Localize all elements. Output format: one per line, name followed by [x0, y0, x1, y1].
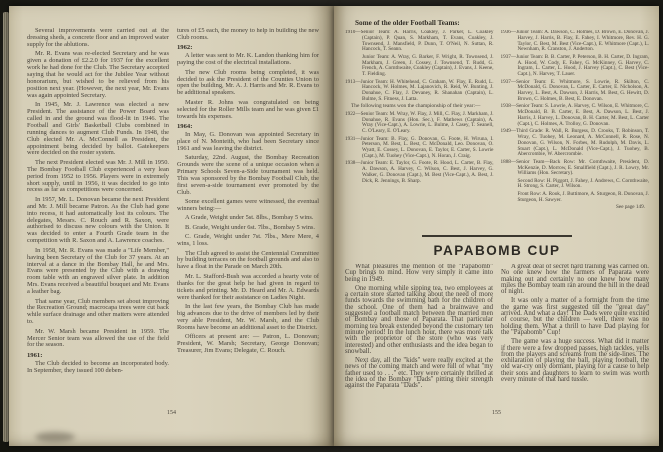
paragraph-officers: Officers at present are: — Patron, L. Donovan; President, W. Marsh; Secretary, George Donovan; Treasurer, Jim Evans; Delegate, C. Rouch. — [177, 333, 319, 354]
papabomb-cup-heading: PAPABOMB CUP — [433, 243, 561, 258]
paragraph-1957-donovan: In 1957, Mr. L. Donovan became the next President and Mr. J. Mill became Patron. As the Club had gone into recess, it had automatically lost its colours. The delegates, Messrs. C. Rouch and R. Saxon, were authorised to discuss new colours with the Union. It was decided to enter a Fourth Grade team in the competition with R. Saxon and A. Lawrence coaches. — [27, 195, 169, 245]
page-number-left: 154 — [167, 410, 176, 416]
paragraph-centennial: The Club agreed to assist the Centennial Committee by building terraces on the football grounds and also to have a float in the Parade on March 20th. — [177, 249, 319, 271]
paragraph-morning-tea: One morning while sipping tea, two employees at a certain store started talking about the need of more funds towards the swimming bath for the children of the school. One of them had a brainwave and suggested a football match between the married men of Bombay and those of Paparata. That particular morning tea break extended beyond the customary ten minute period! In the lunch hour, there was more talk with the proprietor of the store (who was very interested) and other enthusiasts and the idea began to snowball. — [345, 284, 493, 355]
paragraph-papabomb-intro: What pleasures the mention of the "Papabomb" Cup brings to mind. How very simply it came into being in 1949. — [345, 264, 493, 283]
teams-column-2 — [501, 30, 650, 228]
team-entry-1937-senior: 1937—Senior Team: E. Whitmore, S. Lowrie, R. Skilton, C. McDonald, G. Donovan, L. Carter, E. Carter, E. Nicholson, A. Harvey, L. Best, A. Dawson, J. Harris, M. Best, G. Hewitt, D. Brown, C. Holmes, B. Best, E. Donovan. — [500, 78, 649, 102]
teams-section-heading: Some of the older Football Teams: — [355, 19, 460, 27]
paragraph-secret-training: A great deal of secret hard training was carried on. No one knew how the farmers of Paparata were making out and certainly no one knew how many miles the Bombay team ran around the hill in the dead of night. — [501, 264, 649, 296]
team-entry-1938-senior: 1938—Senior Team: S. Lowrie, A. Harvey, C. Wilson, E. Whitmore, C. McDonald, B. B. Carter, E. Best, A. Dawson, L. Best, J. Harris, J. Harvey, L. Donovan, B. H. Carter, M. Best, L. Carter (Capt.), C. Holmes, A. Trolloy, G. Donovan. — [500, 103, 649, 127]
paragraph-landon-letter: A letter was sent to Mr. K. Landon thanking him for paying the cost of the electrical installations. — [177, 52, 319, 67]
teams-column-1 — [345, 30, 494, 228]
section-divider-rule — [422, 235, 572, 237]
shadow-blot — [35, 432, 75, 442]
paragraph-1958-life-member: In 1958, Mr. R. Evans was made a "Life Member," having been Secretary of the Club for 37 years. At an interval at a dance in the Bombay Hall, he and Mrs. Evans were presented by the Club with a drawing room table with an engraved silver plate. In addition Mrs. Evans received a beautiful bouquet and Mr. Evans a leather bag. — [27, 246, 169, 296]
paragraph-c-grade: C. Grade, Weight under 7st. 7lbs., Mere Mere, 4 wins, 1 loss. — [177, 233, 319, 248]
paragraph-improvements: Several improvements were carried out at the dressing sheds, a concrete floor and an improved water supply for the ablutions. — [27, 28, 169, 48]
paragraph-incorporated: The Club decided to become an incorporated body. In September, they issued 100 deben- — [27, 359, 169, 374]
paragraph-great-day: It was only a matter of a fortnight from the time the game was first suggested till the "great day" arrived. And what a day! The Dads were quite excited of course, but the children — well, there was no holding them. What a thrill to have Dad playing for the "Papabomb" Cup! — [501, 297, 649, 336]
team-entry-1910-junior: Junior Team: A. Wray, G. Barker, F. Wright, R. Townsend, J. Markham, J. Green, J. Cossey, J. Townsend, T. Rudd, G. French, A. Cornthwaite, Coakley (Captain), J. Evans, J. Keene, T. Fielding. — [362, 53, 494, 78]
paragraph-b-grade: B. Grade, Weight under 6st. 7lbs., Bombay 5 wins. — [185, 223, 316, 231]
paragraph-club-advances: In the last few years, the Bombay Club has made big advances due to the drive of members led by their very able President, Mr. W. Marsh, and the Club Rooms have become an additional asset to the District. — [177, 302, 319, 331]
papabomb-column-1 — [345, 264, 493, 412]
paragraph-1950-mill: The next President elected was Mr. J. Mill in 1950. The Bombay Football Club experienced a very lean period from 1952 to 1956. Players were in extremely short supply, until in 1956, it was decided to go into recess as far as competitions were concerned. — [27, 158, 169, 194]
left-page-column-2 — [177, 28, 319, 406]
papabomb-column-2 — [501, 264, 649, 412]
team-entry-1931-junior: 1931—Junior Team: B. Flay, G. Donovan, G. Foote, H. Wiruna, I. Peterson, M. Best, L. Best, C. McDonald, Leo. Donovan, O. Wyatt, E. Cossey, L. Donovan, E. Taylor, E. Carter, S. Lowrie (Capt.), M. Tuohey (Vice-Capt.), N. Horan, J. Craig. — [345, 135, 494, 159]
team-entry-1937-junior: 1937—Junior Team: B. B. Carter, P. Peterson, B. H. Carter, D. Ingram, A. Hood, W. Cody, E. Fahey, G. McKinney, G. Harvey, C. Ingram, L. Carter, L. Hood, J. Harvey (Capt.), C. Best (Vice-Capt.), N. Harvey, T. Lauer. — [500, 53, 649, 78]
paragraph-roller-mills: Master R. Johns was congratulated on being selected for the Roller Mills team and he was given £1 towards his expenses. — [177, 98, 319, 120]
paragraph-kids-excited: Next day, all the "kids" were really excited at the news of the coming match and were full of what "my father used to . . ." etc. They were certainly thrilled at the idea of the Bombay "Dads" pitting their strength against the Paparata "Dads". — [345, 357, 493, 390]
team-entry-1949-third-grade: 1949—Third Grade: R. Wall, R. Burgess, D. Crooks, T. Robinson, T. Wray, C. Tuohey, M. Leonard, A. McConnell, R. Rose, N. Donovan, G. Wilson, N. Forbes, M. Rudolph, M. Davis, L. Stuart (Capt.), L. McDonald (Vice-Capt.), J. Tuohey, B. Abercrombie, W. Abercrombie. — [500, 128, 649, 158]
paragraph-1959-marsh: Mr. W. Marsh became President in 1959. The Mercer Senior team was allowed the use of the field for the season. — [27, 327, 169, 349]
right-page — [334, 6, 659, 446]
team-entry-1910-senior: 1910—Senior Team: A. Harris, Coakley, J. Parker, L. Coakley (Captain), P. Quan, S. Markham, T. Evans, Coakley, J. Townsend, J. Mansfield, P. Dunn, T. O'Neil, N. Suttan, R. Hancock, T. Seann. — [345, 30, 494, 53]
team-entry-1922-senior: 1922—Senior Team: M. Wray, W. Flay, J. Mill, C. Flay, J. Markham, J. Donahue, R. Evans (Hon. Sec.), F. Mathews (Captain), A. Wray (Vice-Capt.), A. Lowrie, L. Bulme, J. Casey, T. Seanell, C. O'Leary, E. O'Leary. — [345, 110, 494, 135]
team-entry-1888-front-row: Front Row: A. Rook, J. Buttimore, A. Sturgeon, R. Donovan, J. Sturgeon, H. Sawyer. — [517, 190, 649, 203]
team-entry-1888-back-row: 1888—Senior Team—Back Row: Mr. Cornthwaite, President, D. McKenzie, D. Morrow, E. Smallfield (Capt.), J. R. Lowry, Mr. Williams (Hon. Secretary). — [500, 158, 649, 177]
papabomb-columns — [345, 264, 649, 412]
team-entry-1938-junior: 1938—Junior Team: E. Taylor, G. Foote, R. Hood, L. Carter, B. Flay, A. Dawson, A. Harvey, C. Wilson, C. Best, J. Harvey, G. Walker, G. Donovan (Capt.), M. Best (Vice-Capt.), A. Best, J. Dick, R. Jennings, B. Sharp. — [345, 160, 494, 184]
paragraph-seven-a-side: Saturday, 22nd. August, the Bombay Recreation Grounds were the scene of a unique occasion when a Primary Schools Seven-a-Side tournament was held. This was sponsored by the Bombay Football Club, the first seven-a-side tournament ever promoted by the Club. — [177, 154, 319, 196]
paragraph-stafford-bush: Mr. L. Stafford-Bush was accorded a hearty vote of thanks for the great help he had given in regard to tickets and printing. Mr. D. Heard and Mr. A. Edwards were thanked for their assistance on Ladies Night. — [177, 272, 319, 301]
team-entry-1888-second-row: Second Row: H. Piggott, J. Fahey, J. Andrews, C. Cornthwaite, H. Strong, S. Carter, J. Wilson. — [517, 177, 649, 190]
paragraph-evans-secretary: Mr. R. Evans was re-elected Secretary and he was given a donation of £2.2.0 for 1937 for the excellent work he had done for the Club. The Secretary accepted saying that he would act for the Jubilee Year without honorarium, but wished to be relieved from his position next year. (However, the next year, Mr. Evans was again appointed Secretary. — [27, 50, 169, 99]
team-entry-1913-junior: 1913—Junior Team: H. Whitehead, C. Graham, W. Flay, E. Rudd, L. Hancock, W. Holmes, M. Lajanovich, R. Reid, W. Bunting, J. Donahue, C. Flay, J. Devaney, R. Shanahan (Captain), L. Bulme, S. Fitness, J. Latta. — [345, 78, 494, 102]
paragraph-1945-lawrence: In 1945, Mr. J. Lawrence was elected a new President. The assistance of the Power Board was called in and the ground was flood-lit in 1946. The Football and Girls' Basketball Clubs combined in running dances to augment Club Funds. In 1948, the Club elected Mr. A. McConnell as President, the appointment being decided by ballot. Gatekeepers were decided on the roster system. — [27, 101, 169, 157]
right-page-content — [345, 19, 649, 412]
left-page-columns — [27, 28, 319, 406]
paragraph-debentures: tures of £5 each, the money to help in building the new Club rooms. — [177, 28, 319, 41]
team-entry-1936-junior: 1936—Junior Team: A. Dawson, C. Holmes, D. Brown, E. Donovan, J. Harvey, J. Harris, B. Flay, E. Fahey, I. Whitmore, Rev. H. G. Taylor, C. Best, M. Best (Vice-Capt.), E. Whitmore (Capt.), L. Newnham, R. Cranston, J. Anderton. — [500, 30, 649, 53]
paragraph-winners-intro: Some excellent games were witnessed, the eventual winners being:— — [177, 198, 319, 213]
teams-list — [345, 30, 649, 228]
paragraph-club-rooms-opening: The new Club rooms being completed, it was decided to ask the President of the Counties Union to open the building, Mr. A. J. Harris and Mr. R. Evans to be additional speakers. — [177, 68, 319, 97]
year-heading-1961: 1961: — [27, 351, 43, 359]
paragraph-donovan-secretary: In May, G. Donovan was appointed Secretary in place of N. Monteith, who had been Secretary since 1961 and was leaving the district. — [177, 130, 319, 152]
see-page-reference: See page 149. — [616, 204, 645, 211]
championship-note: The following teams won the championship of their year:— — [351, 103, 481, 110]
paragraph-huge-success: The game was a huge success. What did it matter if there were a few dropped passes, high tackles, yells from the players and screams from the side-lines. The exhilaration of playing the ball, playing football, the old war-cry only dormant, playing for a cause to help their sons and daughters to learn to swim was worth every minute of that hard tussle. — [501, 338, 649, 384]
left-page-column-1 — [27, 28, 169, 406]
year-heading-1962: 1962: — [177, 44, 193, 52]
paragraph-recreation-ground: That same year, Club members set about improving the Recreation Ground; macrocapa trees were cut back while surface drainage and other matters were attended to. — [27, 297, 169, 326]
year-heading-1964: 1964: — [177, 122, 193, 130]
paragraph-a-grade: A Grade, Weight under 5st. 8lbs., Bombay 5 wins. — [185, 214, 314, 222]
left-page — [9, 6, 334, 446]
page-number-right: 155 — [492, 410, 501, 416]
